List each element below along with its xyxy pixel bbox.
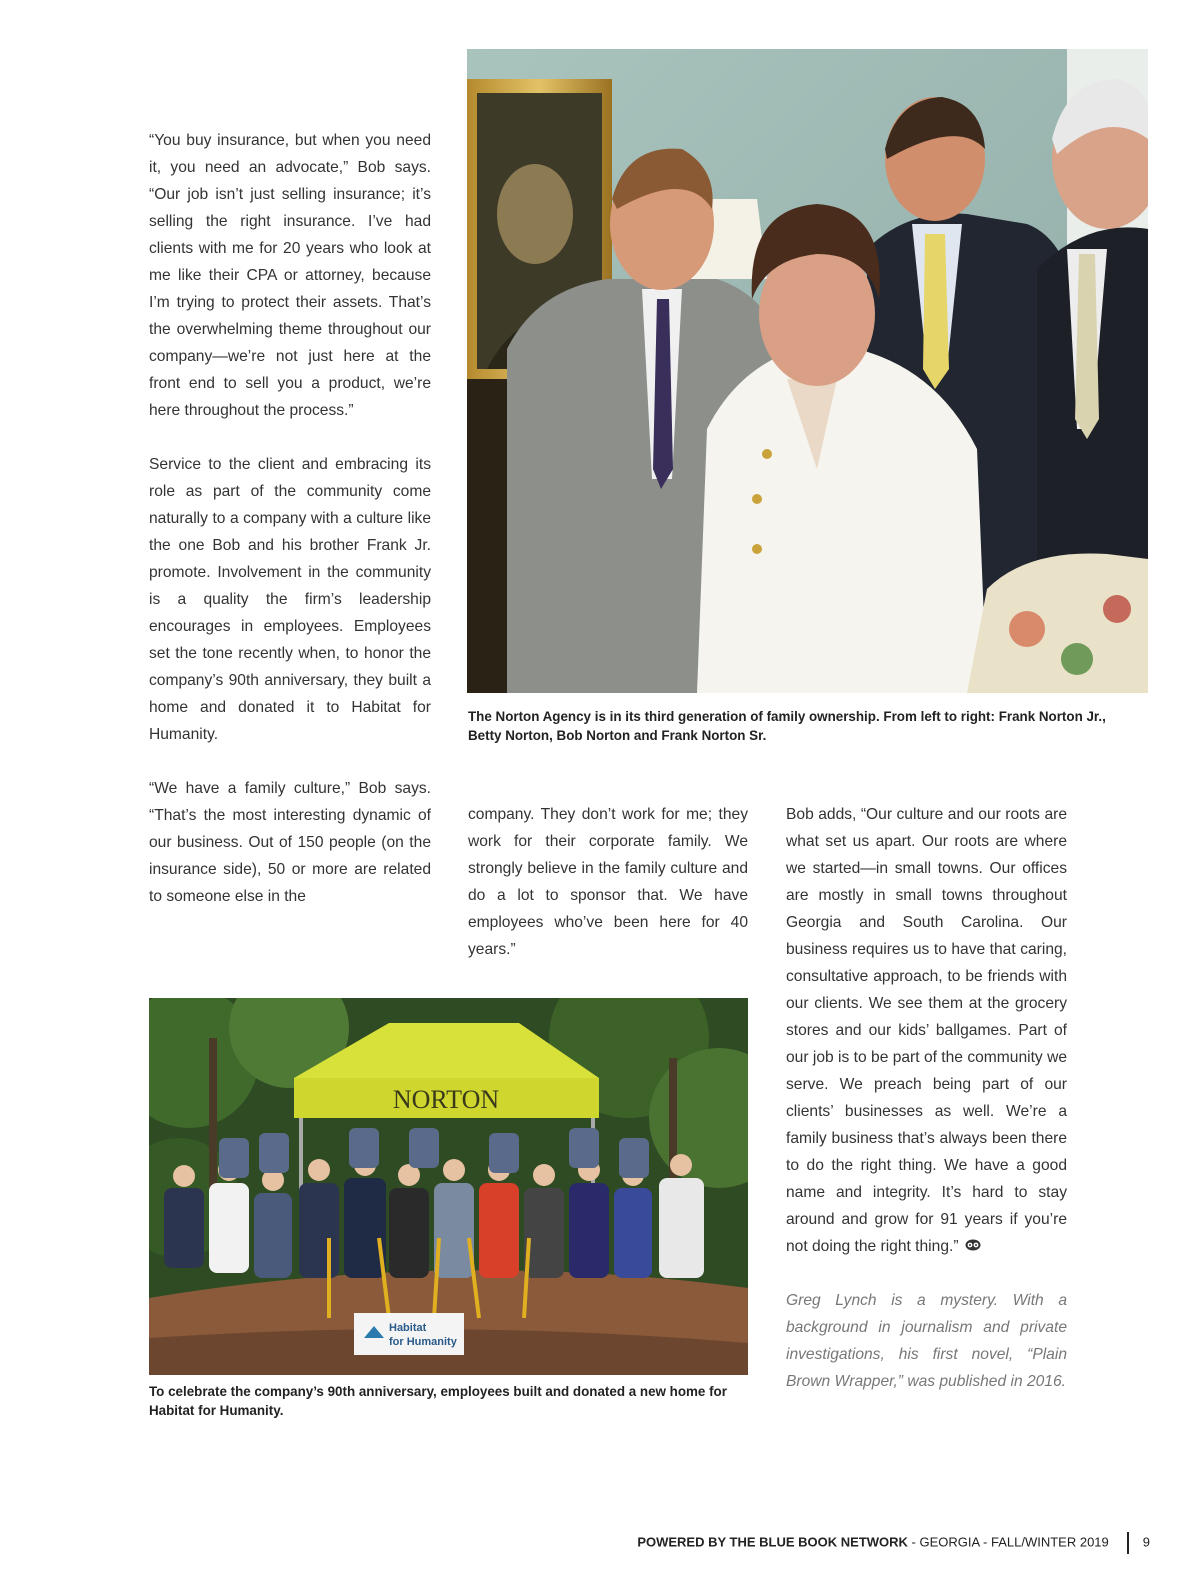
habitat-sign-line2: for Humanity [389,1336,457,1348]
paragraph-text: Bob adds, “Our culture and our roots are what set us apart. Our roots are where we started—in small towns. Our offices are mostly in small towns throughout Georgia and South Carolina. Our business requires us to have that caring, consultative approach, to be friends with our clients. We see them at the grocery stores and our kids’ ballgames. Part of our job is to be part of the community we serve. We preach being part of our clients’ businesses as well. We’re a family business that’s always been there to do the right thing. We have a good name and integrity. It’s hard to stay around and grow for 91 years if you’re not doing the right thing.” [786,806,1067,1255]
footer-divider [1127,1532,1129,1554]
paragraph: “We have a family culture,” Bob says. “That’s the most interesting dynamic of our business. Out of 150 people (on the insurance side), 50 or more are related to someone else in the [149,780,431,905]
article-column-3 [786,801,1067,1395]
author-bio: Greg Lynch is a mystery. With a background in journalism and private investigations, his first novel, “Plain Brown Wrapper,” was published in 2016. [786,1292,1067,1390]
page-footer [560,1532,1150,1556]
paragraph [786,801,1067,1260]
habitat-sign-line1: Habitat [389,1322,427,1334]
footer-brand: POWERED BY THE BLUE BOOK NETWORK [637,1534,908,1550]
photo-caption: To celebrate the company’s 90th anniversary, employees built and donated a new home for Habitat for Humanity. [149,1384,727,1418]
footer-edition: - GEORGIA - FALL/WINTER 2019 [907,1534,1109,1550]
family-portrait-photo [467,49,1148,693]
paragraph: company. They don’t work for me; they work for their corporate family. We strongly believe in the family culture and do a lot to sponsor that. We have employees who’ve been here for 40 years.” [468,806,748,958]
paragraph: “You buy insurance, but when you need it, you need an advocate,” Bob says. “Our job isn’t just selling insurance; it’s selling the right insurance. I’ve had clients with me for 20 years who look at me like their CPA or attorney, because I’m trying to protect their assets. That’s the overwhelming theme throughout our company—we’re not just here at the front end to sell you a product, we’re here throughout the process.” [149,132,431,419]
article-column-1 [149,127,431,910]
paragraph: Service to the client and embracing its role as part of the community come naturally to a company with a culture like the one Bob and his brother Frank Jr. promote. Involvement in the community is a quality the firm’s leadership encourages in employees. Employees set the tone recently when, to honor the company’s 90th anniversary, they built a home and donated it to Habitat for Humanity. [149,456,431,743]
habitat-group-photo [149,998,748,1375]
owl-icon [965,1233,981,1260]
photo-caption: The Norton Agency is in its third generation of family ownership. From left to right: Frank Norton Jr., Betty Norton, Bob Norton and Frank Norton Sr. [468,709,1106,743]
article-column-2 [468,801,748,963]
page-number: 9 [1142,1534,1150,1550]
tent-banner-text: NORTON [392,1085,500,1114]
